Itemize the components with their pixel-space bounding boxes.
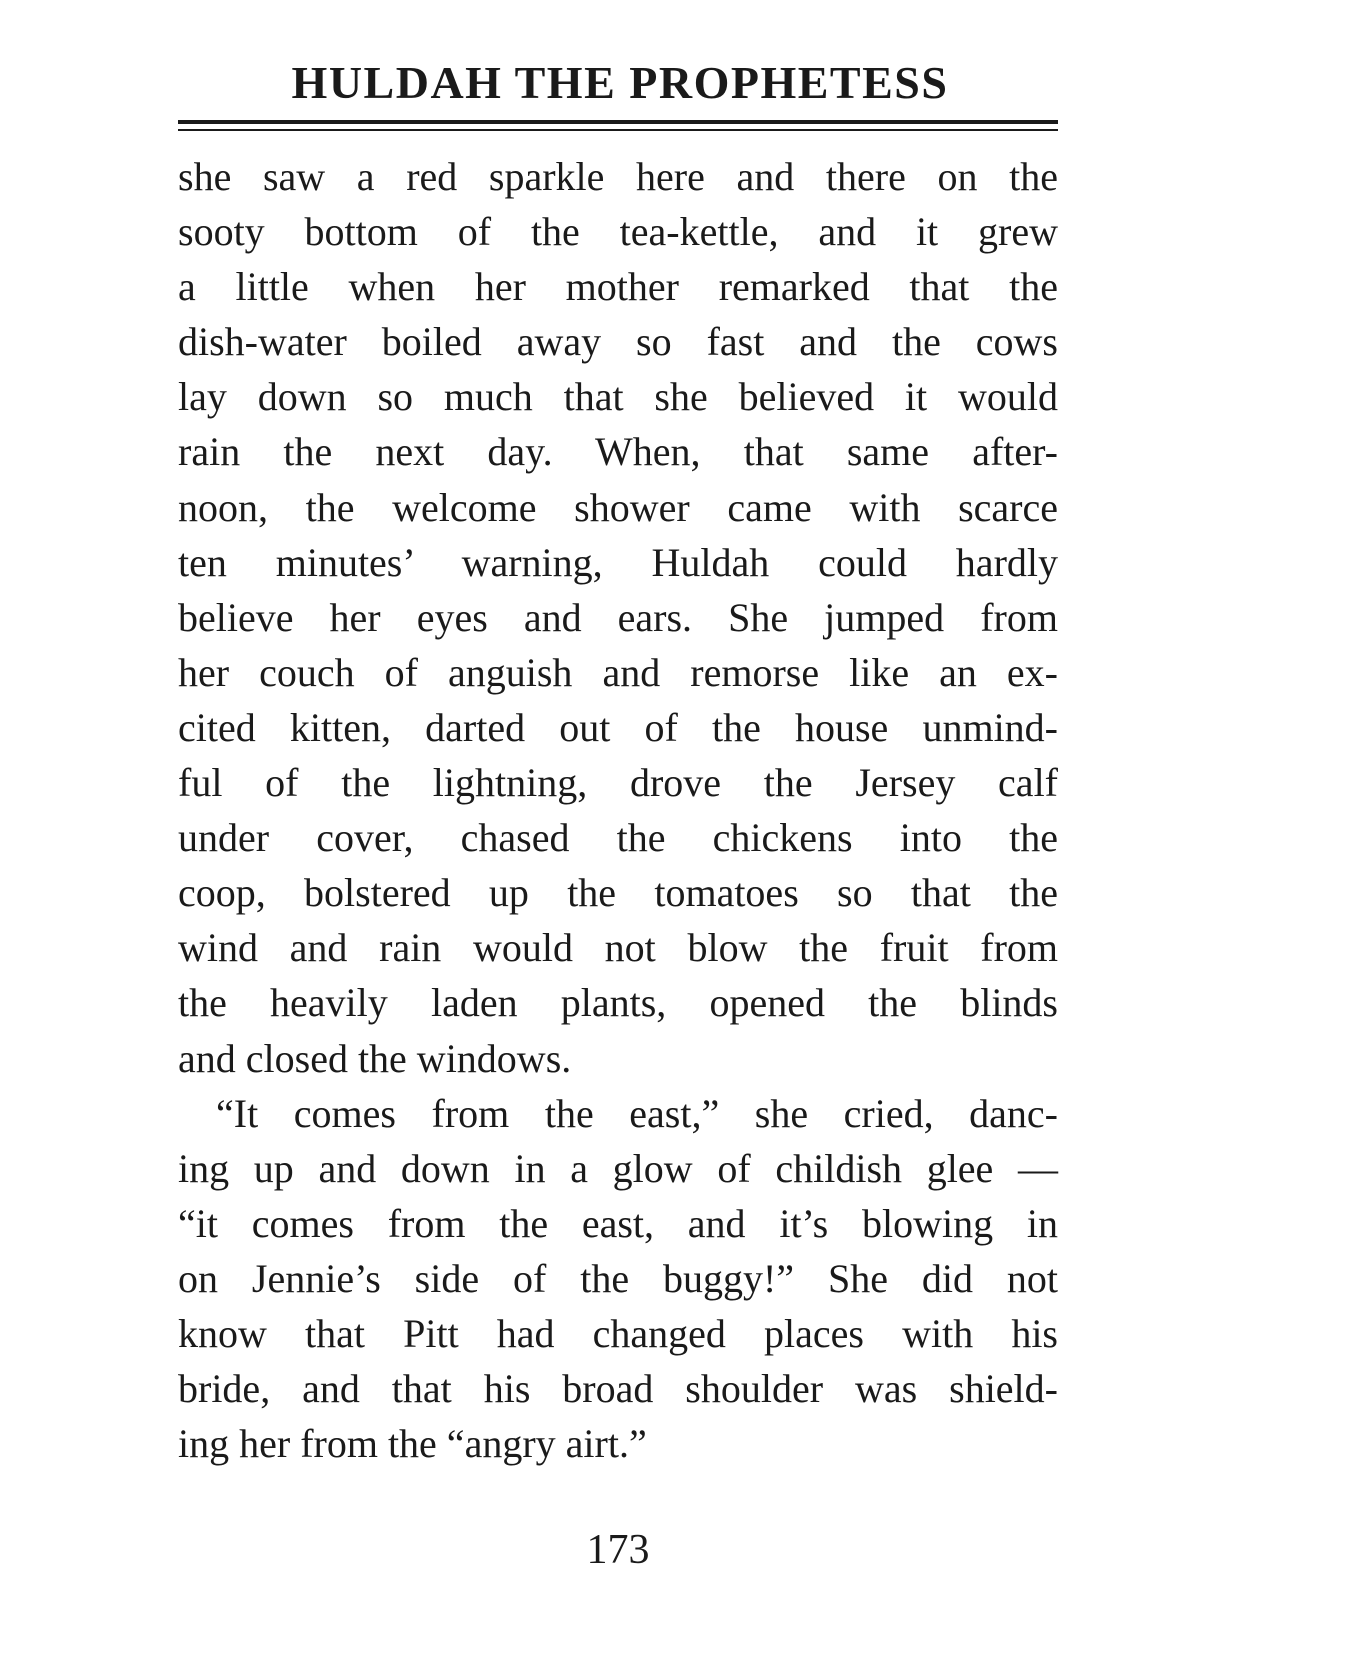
text-line: her couch of anguish and remorse like an ex- xyxy=(178,649,1058,695)
header-rule-thick xyxy=(178,120,1058,124)
book-page xyxy=(178,57,1058,1573)
running-head-title: HULDAH THE PROPHETESS xyxy=(291,57,949,108)
paragraph-1 xyxy=(178,149,1058,1086)
text-line: on Jennie’s side of the buggy!” She did not xyxy=(178,1255,1058,1301)
text-line: dish-water boiled away so fast and the cows xyxy=(178,319,1058,365)
text-line: under cover, chased the chickens into the xyxy=(178,815,1058,861)
text-line: ten minutes’ warning, Huldah could hardly xyxy=(178,539,1058,585)
text-line: wind and rain would not blow the fruit from xyxy=(178,925,1058,971)
text-line: know that Pitt had changed places with his xyxy=(178,1310,1058,1356)
text-line: “it comes from the east, and it’s blowing in xyxy=(178,1200,1058,1246)
text-line: a little when her mother remarked that the xyxy=(178,264,1058,310)
text-line: “It comes from the east,” she cried, danc- xyxy=(216,1090,1058,1136)
text-line: ing her from the “angry airt.” xyxy=(178,1421,647,1467)
text-line: ful of the lightning, drove the Jersey calf xyxy=(178,760,1058,806)
header-rule-thin xyxy=(178,129,1058,131)
text-line: lay down so much that she believed it would xyxy=(178,374,1058,420)
text-line: ing up and down in a glow of childish glee — xyxy=(178,1145,1058,1191)
text-line: noon, the welcome shower came with scarce xyxy=(178,484,1058,530)
text-line: rain the next day. When, that same after- xyxy=(178,429,1058,475)
text-line: cited kitten, darted out of the house unmind- xyxy=(178,704,1058,750)
page-number: 173 xyxy=(586,1527,650,1573)
text-line: sooty bottom of the tea-kettle, and it grew xyxy=(178,209,1058,255)
body-text xyxy=(178,149,1058,1471)
text-line: coop, bolstered up the tomatoes so that the xyxy=(178,870,1058,916)
paragraph-2 xyxy=(178,1086,1058,1472)
text-line: bride, and that his broad shoulder was shield- xyxy=(178,1366,1058,1412)
text-line: she saw a red sparkle here and there on the xyxy=(178,154,1058,199)
text-line: believe her eyes and ears. She jumped from xyxy=(178,594,1058,640)
text-line: the heavily laden plants, opened the blinds xyxy=(178,980,1058,1026)
text-line: and closed the windows. xyxy=(178,1035,572,1081)
